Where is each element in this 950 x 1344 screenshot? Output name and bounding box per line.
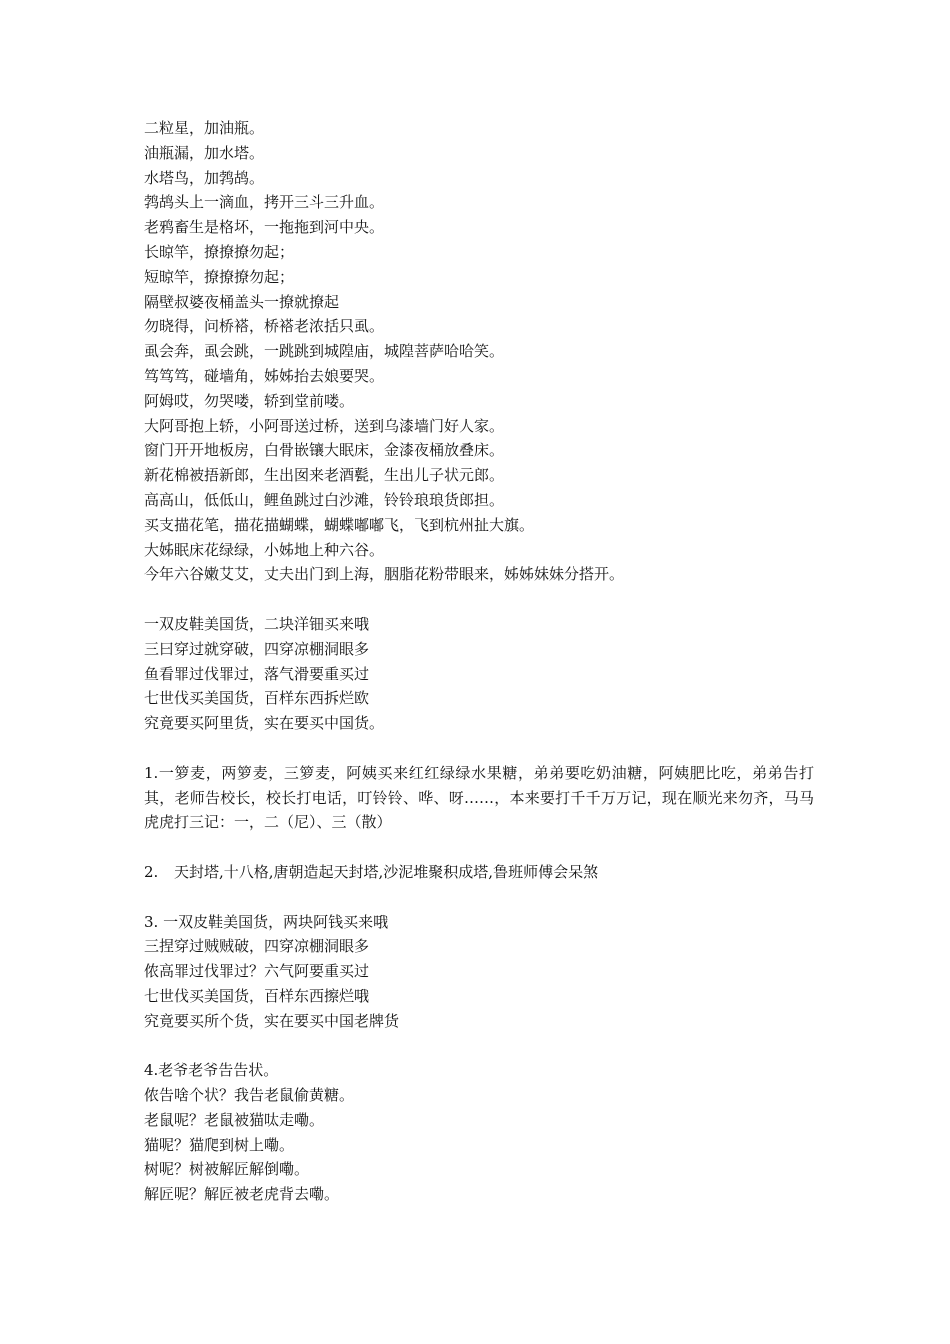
rhyme-block-1 (144, 116, 814, 587)
rhyme-block-2 (144, 612, 814, 736)
text-line: 买支描花笔，描花描蝴蝶，蝴蝶嘟嘟飞，飞到杭州扯大旗。 (144, 515, 535, 534)
numbered-item-4 (144, 1058, 814, 1207)
document-body (144, 116, 814, 1207)
text-line: 隔壁叔婆夜桶盖头一撩就撩起 (144, 292, 340, 311)
text-line: 长晾竿，撩撩撩勿起； (144, 242, 295, 261)
text-line: 4.老爷老爷告告状。 (144, 1061, 279, 1080)
text-line: 二粒星，加油瓶。 (144, 119, 265, 137)
item-number: 2. (144, 862, 159, 881)
text-line: 鹁鸪头上一滴血，拷开三斗三升血。 (144, 193, 385, 212)
text-line: 勿晓得，问桥褡，桥褡老浓括只虱。 (144, 317, 385, 336)
text-line: 大阿哥抱上轿，小阿哥送过桥，送到乌漆墙门好人家。 (144, 416, 505, 435)
text-line: 油瓶漏，加水塔。 (144, 143, 265, 162)
text-line: 高高山，低低山，鲤鱼跳过白沙滩，铃铃琅琅货郎担。 (144, 490, 505, 509)
text-line: 老鸦畜生是格坏，一拖拖到河中央。 (144, 218, 385, 237)
text-line: 阿姆哎，勿哭喽，轿到堂前喽。 (144, 391, 355, 410)
text-line: 侬告啥个状？我告老鼠偷黄糖。 (144, 1086, 355, 1105)
text-line: 大姊眠床花绿绿，小姊地上种六谷。 (144, 540, 385, 559)
numbered-item-1: 1.一箩麦，两箩麦，三箩麦，阿姨买来红红绿绿水果糖，弟弟要吃奶油糖，阿姨肥比吃，弟弟告打其，老师告校长，校长打电话，叮铃铃、哗、呀……，本来要打千千万万记，现在顺光来勿齐，马马虎虎打三记：一，二（尼）、三（散） (144, 763, 814, 832)
text-line: 三曰穿过就穿破，四穿凉棚洞眼多 (144, 639, 370, 658)
numbered-item-3 (144, 910, 814, 1034)
text-line: 究竟要买所个货，实在要买中国老牌货 (144, 1011, 400, 1030)
text-line: 侬高罪过伐罪过？六气阿要重买过 (144, 962, 370, 981)
text-line: 解匠呢？解匠被老虎背去嘞。 (144, 1185, 340, 1204)
blank-line (144, 835, 814, 860)
text-line: 老鼠呢？老鼠被猫呔走嘞。 (144, 1110, 325, 1129)
text-line: 短晾竿，撩撩撩勿起； (144, 267, 295, 286)
text-line: 新花棉被捂新郎，生出囡来老酒甏，生出儿子状元郎。 (144, 466, 505, 485)
blank-line (144, 885, 814, 910)
blank-line (144, 1033, 814, 1058)
text-line: 笃笃笃，碰墙角，姊姊抬去娘要哭。 (144, 366, 385, 385)
text-line: 七世伐买美国货，百样东西擦烂哦 (144, 986, 370, 1005)
blank-line (144, 587, 814, 612)
text-line: 究竟要买阿里货，实在要买中国货。 (144, 714, 385, 733)
text-line: 今年六谷嫩艾艾，丈夫出门到上海，胭脂花粉带眼来，姊姊妹妹分搭开。 (144, 565, 625, 584)
text-line: 3. 一双皮鞋美国货，两块阿钱买来哦 (144, 912, 389, 931)
text-line: 水塔鸟，加鹁鸪。 (144, 168, 265, 187)
text-line: 猫呢？猫爬到树上嘞。 (144, 1135, 295, 1154)
text-line: 三捏穿过贼贼破，四穿凉棚洞眼多 (144, 937, 370, 956)
numbered-item-2 (144, 860, 814, 885)
item-text: 天封塔,十八格,唐朝造起天封塔,沙泥堆聚积成塔,鲁班师傅会呆煞 (174, 862, 599, 881)
text-line: 窗门开开地板房，白骨嵌镶大眠床，金漆夜桶放叠床。 (144, 441, 505, 460)
text-line: 树呢？树被解匠解倒嘞。 (144, 1160, 310, 1179)
blank-line (144, 736, 814, 761)
text-line: 一双皮鞋美国货，二块洋钿买来哦 (144, 614, 370, 633)
text-line: 七世伐买美国货，百样东西拆烂欧 (144, 689, 370, 708)
text-line: 虱会奔，虱会跳，一跳跳到城隍庙，城隍菩萨哈哈笑。 (144, 342, 505, 361)
text-line: 鱼看罪过伐罪过，落气滑要重买过 (144, 664, 370, 683)
